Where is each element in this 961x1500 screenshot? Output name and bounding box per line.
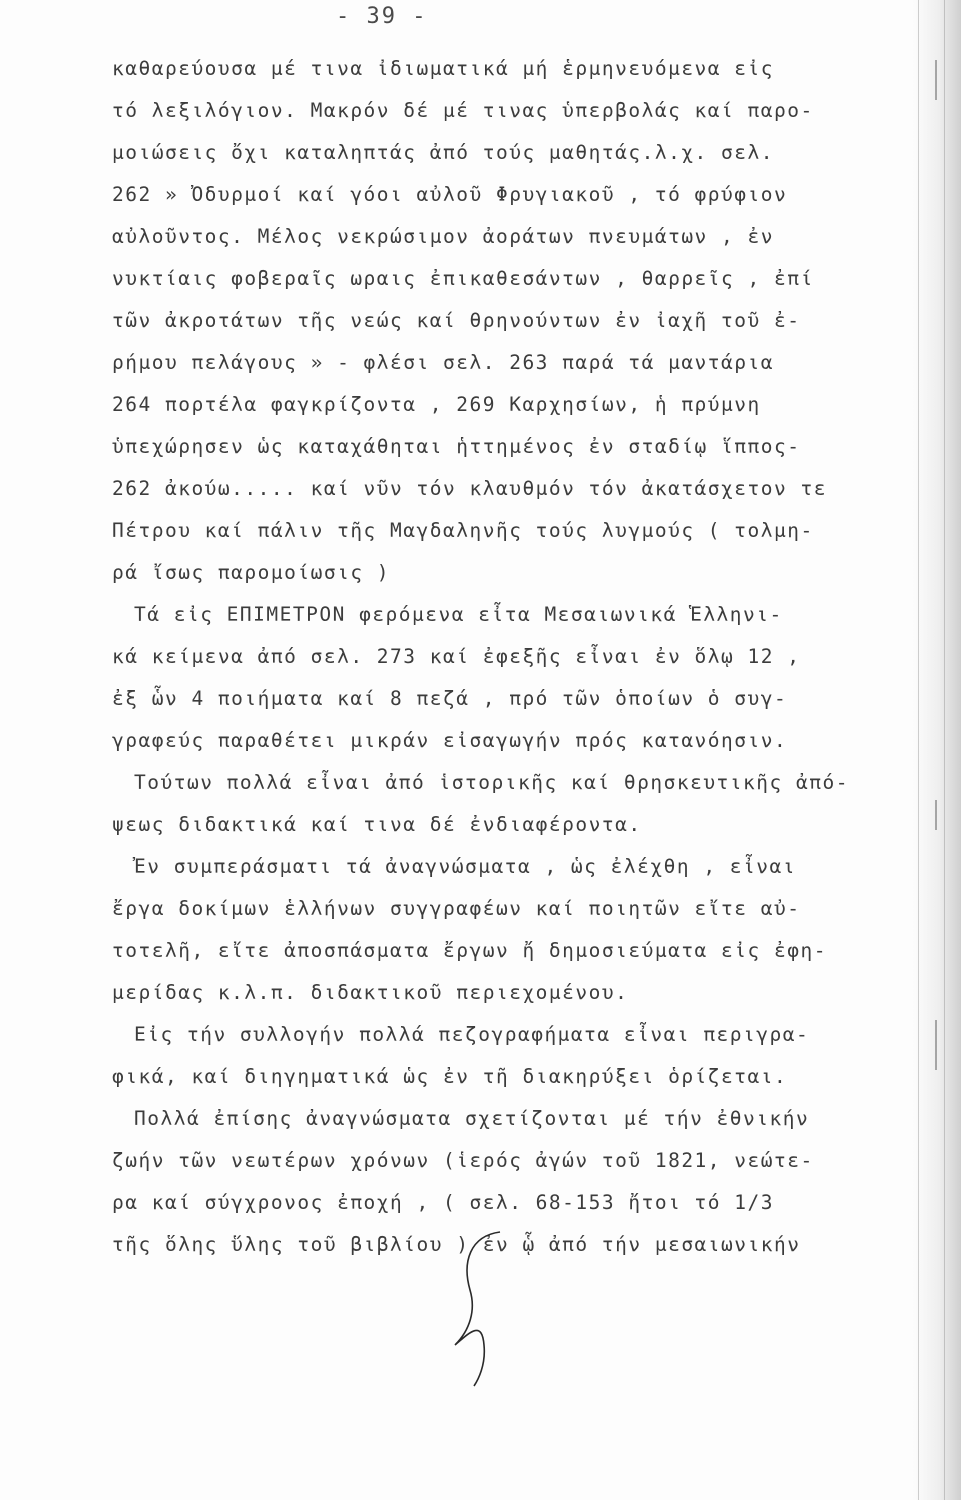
page-edge-line	[944, 0, 945, 1500]
text-line: ἔργα δοκίμων ἑλλήνων συγγραφέων καί ποιητῶν εἴτε αὐ-	[112, 897, 801, 920]
text-line: τῶν ἀκροτάτων τῆς νεώς καί θρηνούντων ἐν ἰαχῆ τοῦ ἐ-	[112, 309, 801, 332]
text-line: ρήμου πελάγους » - φλέσι σελ. 263 παρά τά μαντάρια	[112, 351, 774, 374]
text-line: γραφεύς παραθέτει μικράν εἰσαγωγήν πρός κατανόησιν.	[112, 729, 788, 752]
document-body	[112, 48, 902, 1266]
text-line: Τά εἰς ΕΠΙΜΕΤΡΟΝ φερόμενα εἶτα Μεσαιωνικά Ἑλληνι-	[134, 603, 783, 626]
text-line: τό λεξιλόγιον. Μακρόν δέ μέ τινας ὑπερβολάς καί παρο-	[112, 99, 814, 122]
text-line: Ἐν συμπεράσματι τά ἀναγνώσματα , ὡς ἐλέχθη , εἶναι	[134, 855, 796, 878]
binding-shadow	[913, 0, 961, 1500]
text-line: νυκτίαις φοβεραῖς ωραις ἐπικαθεσάντων , θαρρεῖς , ἐπί	[112, 267, 814, 290]
text-line: 262 ἀκούω..... καί νῦν τόν κλαυθμόν τόν ἀκατάσχετον τε	[112, 477, 827, 500]
margin-mark	[935, 800, 937, 830]
page-number: - 39 -	[336, 4, 428, 29]
text-line: καθαρεύουσα μέ τινα ἰδιωματικά μή ἑρμηνευόμενα εἰς	[112, 57, 774, 80]
margin-mark	[935, 1020, 937, 1070]
text-line: τοτελῆ, εἴτε ἀποσπάσματα ἔργων ἤ δημοσιεύματα εἰς ἐφη-	[112, 939, 827, 962]
text-line: ψεως διδακτικά καί τινα δέ ἐνδιαφέροντα.	[112, 813, 642, 836]
text-line: ζωήν τῶν νεωτέρων χρόνων (ἱερός ἀγών τοῦ 1821, νεώτε-	[112, 1149, 814, 1172]
text-line: ὑπεχώρησεν ὡς καταχάθηται ἡττημένος ἐν σταδίῳ ἵππος-	[112, 435, 801, 458]
text-line: μοιώσεις ὄχι καταληπτάς ἀπό τούς μαθητάς.λ.χ. σελ.	[112, 141, 774, 164]
text-line: κά κείμενα ἀπό σελ. 273 καί ἐφεξῆς εἶναι ἐν ὅλῳ 12 ,	[112, 645, 801, 668]
text-line: ρά ἴσως παρομοίωσις )	[112, 561, 391, 584]
margin-mark	[935, 60, 937, 100]
text-line: 264 πορτέλα φαγκρίζοντα , 269 Καρχησίων, ἡ πρύμνη	[112, 393, 761, 416]
text-line: μερίδας κ.λ.π. διδακτικοῦ περιεχομένου.	[112, 981, 629, 1004]
text-line: 262 » Ὀδυρμοί καί γόοι αὐλοῦ Φρυγιακοῦ , τό φρύφιον	[112, 183, 788, 206]
page-edge-line	[918, 0, 919, 1500]
text-line: Εἰς τήν συλλογήν πολλά πεζογραφήματα εἶναι περιγρα-	[134, 1023, 810, 1046]
text-line: Τούτων πολλά εἶναι ἀπό ἱστορικῆς καί θρησκευτικῆς ἀπό-	[134, 771, 849, 794]
text-line: Πολλά ἐπίσης ἀναγνώσματα σχετίζονται μέ τήν ἐθνικήν	[134, 1107, 810, 1130]
text-line: ρα καί σύγχρονος ἐποχή , ( σελ. 68-153 ἤτοι τό 1/3	[112, 1191, 774, 1214]
text-line: φικά, καί διηγηματικά ὡς ἐν τῆ διακηρύξει ὁρίζεται.	[112, 1065, 788, 1088]
text-line: αὐλοῦντος. Μέλος νεκρώσιμον ἀοράτων πνευμάτων , ἐν	[112, 225, 774, 248]
text-line: Πέτρου καί πάλιν τῆς Μαγδαληνῆς τούς λυγμούς ( τολμη-	[112, 519, 814, 542]
text-line: ἐξ ὧν 4 ποιήματα καί 8 πεζά , πρό τῶν ὁποίων ὁ συγ-	[112, 687, 788, 710]
text-line: τῆς ὅλης ὕλης τοῦ βιβλίου ) ἐν ᾧ ἀπό τήν μεσαιωνικήν	[112, 1233, 801, 1256]
